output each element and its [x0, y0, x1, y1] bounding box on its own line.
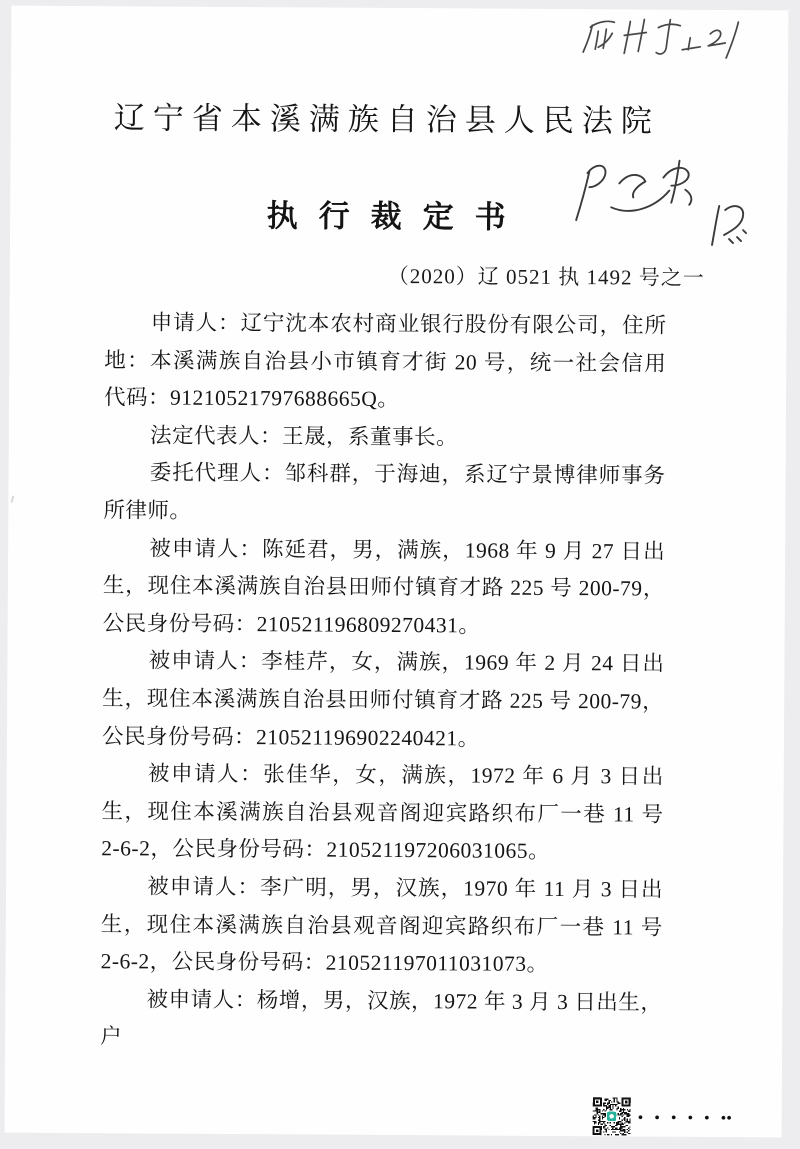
document-body [100, 6, 705, 1059]
ruling-text [100, 304, 667, 1059]
paragraph-attorneys: 委托代理人：邹科群，于海迪，系辽宁景博律师事务所律师。 [103, 460, 666, 523]
paragraph-respondent-3: 被申请人：张佳华，女，满族，1972 年 6 月 3 日出生，现住本溪满族自治县观音阁迎宾路织布厂一巷 11 号 2-6-2，公民身份号码：210521197206031065。 [101, 761, 664, 864]
qr-code-icon [593, 1097, 631, 1135]
case-number: （2020）辽 0521 执 1492 号之一 [387, 263, 705, 290]
footer-dots: • • • • • •• [637, 1109, 732, 1128]
paragraph-respondent-4: 被申请人：李广明，男，汉族，1970 年 11 月 3 日出生，现住本溪满族自治县观音阁迎宾路织布厂一巷 11 号 2-6-2，公民身份号码：210521197011031073。 [100, 874, 664, 977]
paragraph-legal-representative: 法定代表人：王晟，系董事长。 [149, 423, 459, 450]
scan-artifact [11, 496, 15, 503]
scanned-page [5, 6, 789, 1138]
court-name: 辽宁省本溪满族自治县人民法院 [113, 100, 660, 139]
paragraph-applicant: 申请人：辽宁沈本农村商业银行股份有限公司，住所地：本溪满族自治县小市镇育才街 20 号，统一社会信用代码：91210521797688665Q。 [103, 310, 667, 412]
paragraph-respondent-5: 被申请人：杨增，男，汉族，1972 年 3 月 3 日出生，户 [100, 987, 663, 1049]
document-title: 执行裁定书 [266, 198, 527, 235]
paragraph-respondent-1: 被申请人：陈延君，男，满族，1968 年 9 月 27 日出生，现住本溪满族自治县田师付镇育才路 225 号 200-79，公民身份号码：210521196809270431。 [102, 536, 666, 638]
paragraph-respondent-2: 被申请人：李桂芹，女，满族，1969 年 2 月 24 日出生，现住本溪满族自治县田师付镇育才路 225 号 200-79，公民身份号码：210521196902240421。 [101, 648, 665, 751]
